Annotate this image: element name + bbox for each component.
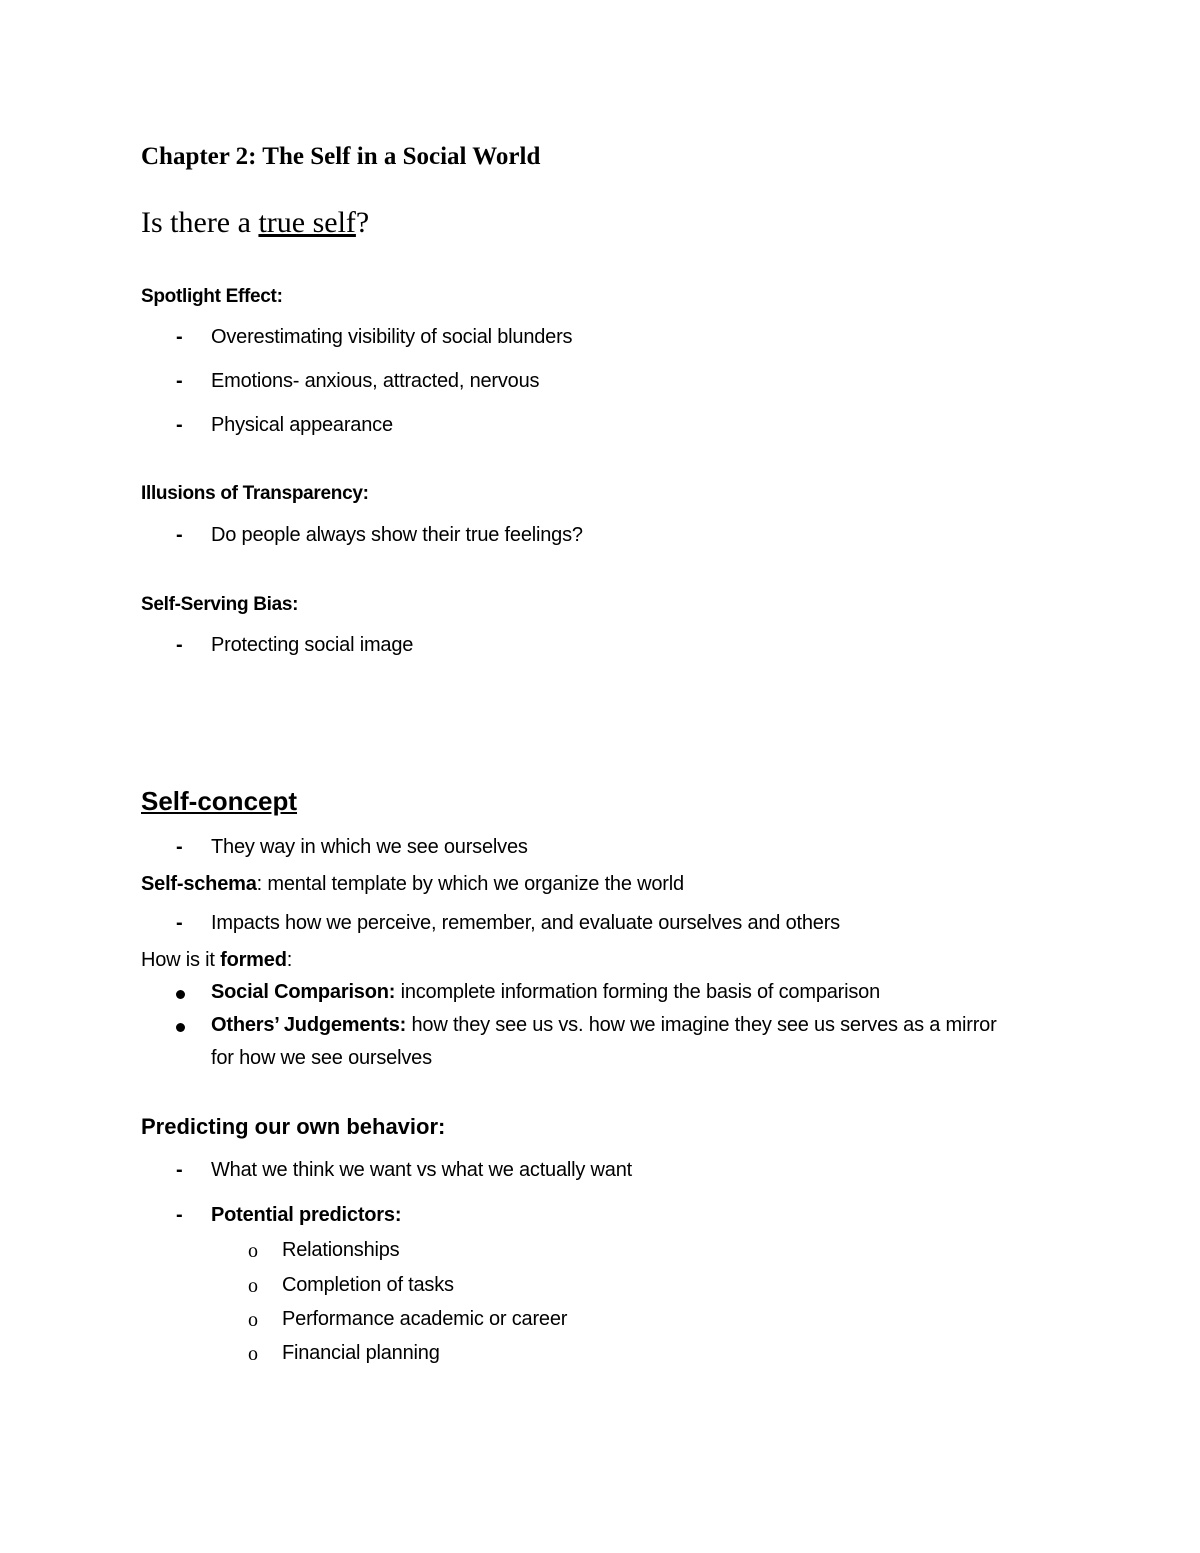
dash-marker: -: [176, 370, 183, 392]
spotlight-heading: Spotlight Effect:: [141, 286, 283, 307]
bullet-dot: [176, 990, 185, 999]
list-item: Physical appearance: [211, 414, 393, 436]
bullet-dot: [176, 1023, 185, 1032]
self-concept-heading: Self-concept: [141, 786, 298, 816]
bullet-text: incomplete information forming the basis of comparison: [395, 981, 881, 1003]
dash-marker: -: [176, 1204, 183, 1226]
list-item: Protecting social image: [211, 634, 414, 656]
transparency-heading: Illusions of Transparency:: [141, 483, 369, 504]
sub-list-item: Performance academic or career: [282, 1308, 568, 1330]
dash-marker: -: [176, 836, 183, 858]
list-item: Impacts how we perceive, remember, and evaluate ourselves and others: [211, 912, 840, 934]
true-self-underlined: true self: [258, 206, 356, 239]
predictors-label: Potential predictors:: [211, 1204, 402, 1226]
self-serving-heading: Self-Serving Bias:: [141, 594, 299, 615]
list-item: Overestimating visibility of social blunders: [211, 326, 573, 348]
dash-marker: -: [176, 524, 183, 546]
formed-suffix: :: [286, 949, 293, 971]
bullet-item: [211, 981, 880, 1004]
predicting-heading: Predicting our own behavior:: [141, 1114, 446, 1139]
list-item: Do people always show their true feelings?: [211, 524, 583, 546]
dash-marker: -: [176, 1159, 183, 1181]
dash-marker: -: [176, 414, 183, 436]
bullet-text: how they see us vs. how we imagine they see us serves as a mirror: [406, 1014, 997, 1036]
self-schema-term: Self-schema: [141, 873, 257, 895]
self-schema-line: [141, 873, 684, 896]
sub-list-item: Relationships: [282, 1239, 400, 1261]
circle-marker: o: [248, 1309, 258, 1331]
formed-prefix: How is it: [141, 949, 221, 971]
bullet-term: Others’ Judgements:: [211, 1014, 407, 1036]
circle-marker: o: [248, 1343, 258, 1365]
dash-marker: -: [176, 326, 183, 348]
self-schema-definition: : mental template by which we organize the world: [256, 873, 684, 895]
list-item: What we think we want vs what we actually want: [211, 1159, 632, 1181]
true-self-suffix: ?: [355, 206, 370, 239]
true-self-heading: [141, 206, 369, 240]
formed-bold: formed: [220, 949, 287, 971]
true-self-prefix: Is there a: [141, 206, 259, 239]
circle-marker: o: [248, 1240, 258, 1262]
sub-list-item: Financial planning: [282, 1342, 440, 1364]
dash-marker: -: [176, 634, 183, 656]
bullet-item: [211, 1014, 997, 1037]
sub-list-item: Completion of tasks: [282, 1274, 454, 1296]
list-item: They way in which we see ourselves: [211, 836, 528, 858]
dash-marker: -: [176, 912, 183, 934]
chapter-title: Chapter 2: The Self in a Social World: [141, 143, 541, 170]
bullet-continuation: for how we see ourselves: [211, 1047, 432, 1069]
list-item: Emotions- anxious, attracted, nervous: [211, 370, 540, 392]
circle-marker: o: [248, 1275, 258, 1297]
formed-line: [141, 949, 292, 972]
bullet-term: Social Comparison:: [211, 981, 396, 1003]
